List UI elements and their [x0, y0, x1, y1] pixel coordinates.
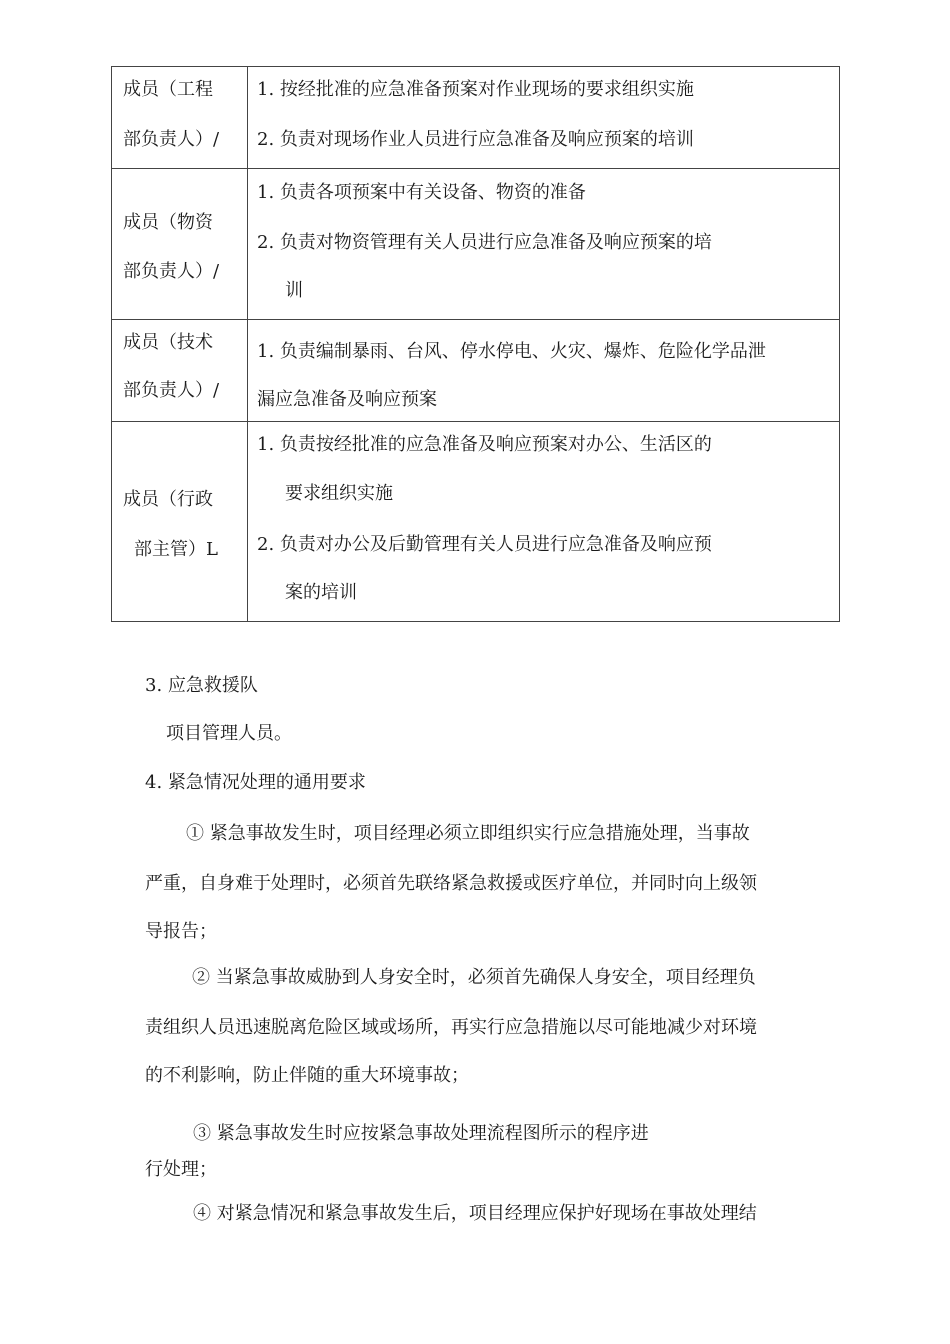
duty-line: 1. 负责编制暴雨、台风、停水停电、火灾、爆炸、危险化学品泄 — [257, 341, 766, 362]
duty-cell — [248, 320, 840, 422]
paragraph-2-line: 责组织人员迅速脱离危险区域或场所，再实行应急措施以尽可能地减少对环境 — [145, 1017, 757, 1038]
role-line: 部主管）L — [134, 539, 218, 560]
paragraph-4-line: ④ 对紧急情况和紧急事故发生后，项目经理应保护好现场在事故处理结 — [193, 1203, 757, 1224]
duty-line: 案的培训 — [285, 582, 357, 603]
role-line: 成员（工程 — [123, 79, 213, 100]
table-row — [112, 422, 840, 622]
section-3-title: 3. 应急救援队 — [145, 675, 258, 696]
duty-line: 1. 负责按经批准的应急准备及响应预案对办公、生活区的 — [257, 434, 712, 455]
duty-line: 2. 负责对物资管理有关人员进行应急准备及响应预案的培 — [257, 232, 712, 253]
role-cell — [112, 67, 248, 169]
duty-line: 漏应急准备及响应预案 — [257, 389, 437, 410]
duty-line: 2. 负责对现场作业人员进行应急准备及响应预案的培训 — [257, 129, 694, 150]
paragraph-2-line: ② 当紧急事故威胁到人身安全时，必须首先确保人身安全，项目经理负 — [192, 967, 756, 988]
table-row — [112, 320, 840, 422]
paragraph-2-line: 的不利影响，防止伴随的重大环境事故； — [145, 1065, 469, 1086]
duty-line: 1. 负责各项预案中有关设备、物资的准备 — [257, 182, 586, 203]
duty-cell — [248, 422, 840, 622]
duty-cell — [248, 67, 840, 169]
responsibility-table — [111, 66, 840, 622]
section-3-text: 项目管理人员。 — [166, 723, 292, 744]
paragraph-3-line: 行处理； — [145, 1159, 217, 1180]
paragraph-1-line: 严重，自身难于处理时，必须首先联络紧急救援或医疗单位，并同时向上级领 — [145, 873, 757, 894]
role-line: 成员（物资 — [123, 212, 213, 233]
paragraph-3-line: ③ 紧急事故发生时应按紧急事故处理流程图所示的程序进 — [193, 1123, 649, 1144]
role-cell — [112, 320, 248, 422]
duty-line: 1. 按经批准的应急准备预案对作业现场的要求组织实施 — [257, 79, 694, 100]
role-line: 部负责人）/ — [123, 129, 220, 150]
role-line: 成员（行政 — [123, 489, 213, 510]
role-cell — [112, 169, 248, 320]
table-row — [112, 169, 840, 320]
section-4-title: 4. 紧急情况处理的通用要求 — [145, 772, 366, 793]
duty-line: 2. 负责对办公及后勤管理有关人员进行应急准备及响应预 — [257, 534, 712, 555]
duty-cell — [248, 169, 840, 320]
role-line: 部负责人）/ — [123, 261, 220, 282]
duty-line: 训 — [285, 280, 303, 301]
role-line: 部负责人）/ — [123, 380, 220, 401]
role-line: 成员（技术 — [123, 332, 213, 353]
paragraph-1-line: 导报告； — [145, 921, 217, 942]
table-row — [112, 67, 840, 169]
duty-line: 要求组织实施 — [285, 483, 393, 504]
paragraph-1-line: ① 紧急事故发生时，项目经理必须立即组织实行应急措施处理，当事故 — [186, 823, 750, 844]
role-cell — [112, 422, 248, 622]
